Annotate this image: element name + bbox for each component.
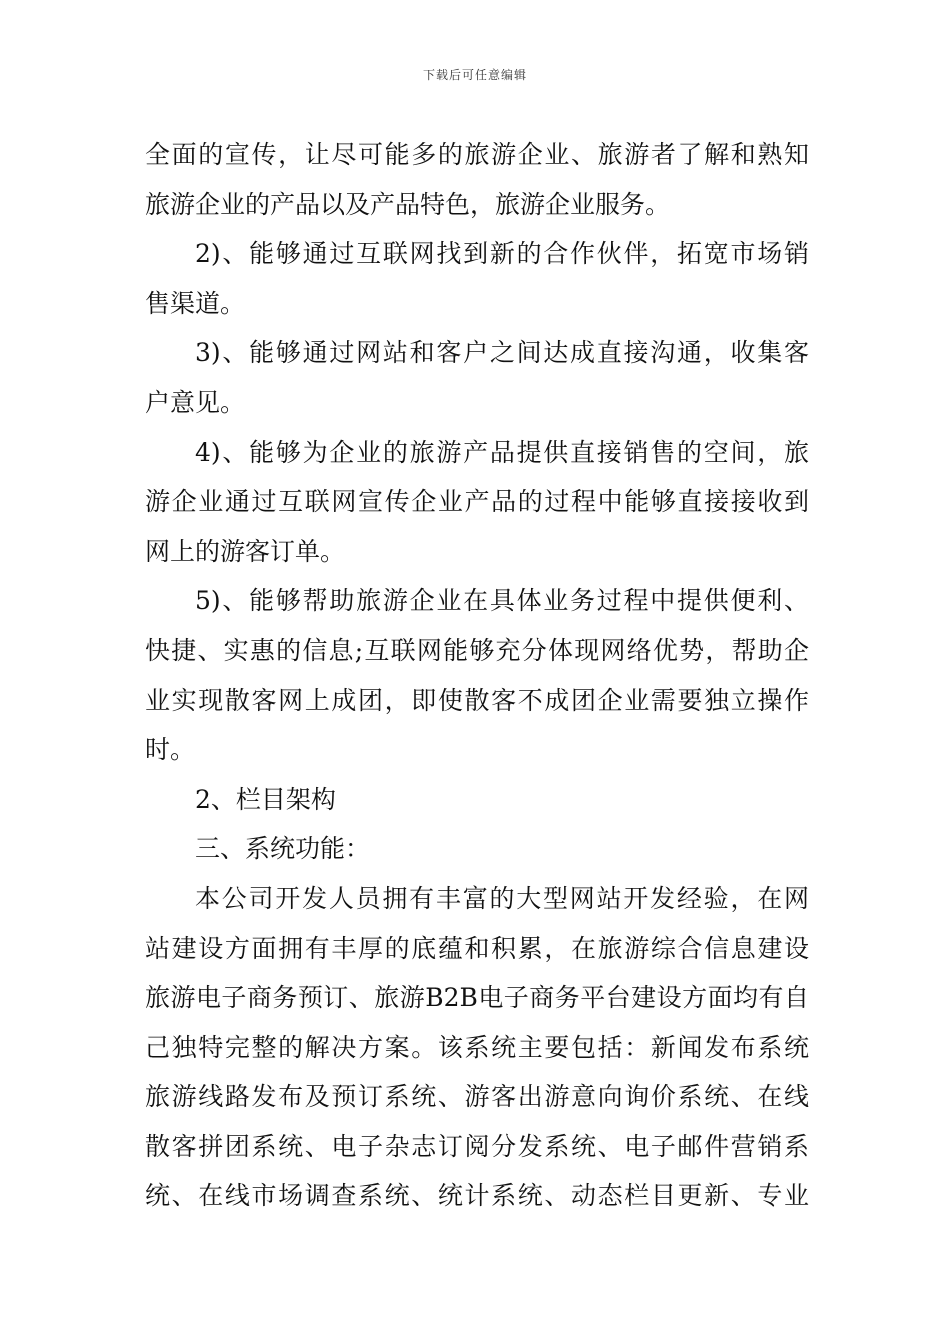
text-line: 2、栏目架构 [195,784,336,814]
text-line: 旅游企业的产品以及产品特色，旅游企业服务。 [145,189,671,219]
text-line: 3)、能够通过网站和客户之间达成直接沟通，收集客 [195,338,809,368]
text-line: 时。 [145,735,196,765]
header-note: 下载后可任意编辑 [422,68,527,82]
text-line: 旅游电子商务预订、旅游B2B电子商务平台建设方面均有自 [145,983,809,1013]
text-line: 全面的宣传，让尽可能多的旅游企业、旅游者了解和熟知 [145,140,809,169]
text-line: 站建设方面拥有丰厚的底蕴和积累，在旅游综合信息建设 [145,933,809,963]
text-line: 售渠道。 [145,288,246,318]
text-line: 三、系统功能： [195,834,371,864]
text-line: 旅游线路发布及预订系统、游客出游意向询价系统、在线 [145,1082,809,1112]
text-line: 统、在线市场调查系统、统计系统、动态栏目更新、专业 [145,1181,809,1211]
text-line: 业实现散客网上成团，即使散客不成团企业需要独立操作 [145,685,809,715]
text-line: 4)、能够为企业的旅游产品提供直接销售的空间，旅 [195,437,809,467]
text-line: 己独特完整的解决方案。该系统主要包括：新闻发布系统 [145,1032,809,1062]
text-line: 本公司开发人员拥有丰富的大型网站开发经验，在网 [195,883,809,913]
text-line: 游企业通过互联网宣传企业产品的过程中能够直接接收到 [145,487,809,517]
text-line: 2)、能够通过互联网找到新的合作伙伴，拓宽市场销 [195,239,809,269]
text-line: 散客拼团系统、电子杂志订阅分发系统、电子邮件营销系 [145,1131,809,1161]
text-line: 快捷、实惠的信息;互联网能够充分体现网络优势，帮助企 [145,635,809,665]
text-line: 5)、能够帮助旅游企业在具体业务过程中提供便利、 [195,586,809,616]
document-body [145,130,809,1221]
text-line: 网上的游客订单。 [145,536,346,566]
text-line: 户意见。 [145,387,246,417]
